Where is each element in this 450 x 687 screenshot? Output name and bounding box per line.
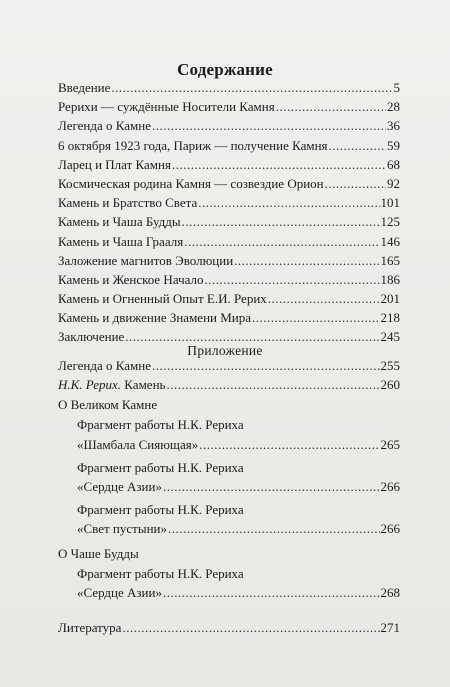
toc-entry [58,174,400,193]
entry-page: 68 [387,156,400,172]
toc-entry [58,289,400,308]
entry-title: «Свет пустыни» [77,521,167,537]
toc-entry [58,519,400,538]
dot-leader [166,375,379,394]
toc-entry [58,232,400,251]
entry-page: 36 [387,118,400,134]
dot-leader [199,435,379,454]
entry-page: 5 [393,80,400,95]
dot-leader [234,251,379,270]
entry-page: 268 [380,584,400,600]
dot-leader [329,136,386,155]
dot-leader [184,232,379,251]
fragment-line [58,415,400,434]
dot-leader [325,174,386,193]
dot-leader [268,289,380,308]
entry-page: 265 [380,436,400,452]
entry-title: Легенда о Камне [58,118,151,134]
toc-entry [58,97,400,116]
toc-entry [58,618,400,637]
entry-title: Заложение магнитов Эволюции [58,252,234,268]
entry-page: 266 [380,521,400,537]
entry-title: Введение [58,80,111,95]
entry-title: Заключение [58,329,125,345]
entry-page: 146 [380,233,400,249]
toc-entry [58,212,400,231]
entry-title: «Сердце Азии» [77,478,162,494]
entry-page: 260 [380,377,400,393]
entry-page: 245 [380,329,400,345]
fragment-line [58,564,400,583]
entry-page: 255 [380,358,400,373]
fragment-source: Фрагмент работы Н.К. Рериха [77,502,244,518]
toc-entry [58,375,400,394]
entry-page: 101 [380,195,400,211]
entry-title: Ларец и Плат Камня [58,156,171,172]
entry-title: Камень и Братство Света [58,195,198,211]
author-name: Н.К. Рерих. [58,377,122,393]
entry-page: 92 [387,175,400,191]
dot-leader [122,618,379,637]
dot-leader [204,270,379,289]
toc-entry [58,308,400,327]
toc-entry [58,583,400,602]
dot-leader [111,78,392,97]
entry-title: Камень и Огненный Опыт Е.И. Рерих [58,291,267,307]
entry-page: 125 [380,214,400,230]
toc-entry [58,193,400,212]
dot-leader [168,519,380,538]
entry-page: 218 [380,310,400,326]
fragment-line [58,458,400,477]
section-title: О Великом Камне [58,397,158,413]
appendix-heading: Приложение [187,343,263,358]
entry-title: Космическая родина Камня — созвездие Орион [58,175,324,191]
toc-entry [58,435,400,454]
entry-page: 59 [387,137,400,153]
entry-title: Камень и Женское Начало [58,271,204,287]
dot-leader [163,477,380,496]
section-title: О Чаше Будды [58,545,139,561]
entry-page: 186 [380,271,400,287]
entry-page: 201 [380,291,400,307]
section-heading [58,394,400,415]
entry-title: 6 октября 1923 года, Париж — получение Камня [58,137,328,153]
dot-leader [152,116,386,135]
work-title: Камень [121,377,166,393]
entry-title: Легенда о Камне [58,358,151,373]
toc-entry [58,136,400,155]
entry-page: 266 [380,478,400,494]
dot-leader [252,308,379,327]
entry-title: Камень и движение Знамени Мира [58,310,252,326]
fragment-line [58,500,400,519]
toc-entry [58,270,400,289]
dot-leader [198,193,379,212]
fragment-source: Фрагмент работы Н.К. Рериха [77,459,244,475]
toc-entry [58,155,400,174]
entry-title: Камень и Чаша Грааля [58,233,184,249]
fragment-source: Фрагмент работы Н.К. Рериха [77,565,244,581]
entry-page: 165 [380,252,400,268]
toc-entry [58,78,400,97]
dot-leader [182,212,380,231]
toc-entry [58,477,400,496]
entry-page: 271 [380,619,400,635]
dot-leader [172,155,386,174]
section-heading [58,543,400,564]
dot-leader [152,356,380,375]
toc-entry [58,356,400,375]
entry-title: «Шамбала Сияющая» [77,436,199,452]
entry-title: Камень и Чаша Будды [58,214,181,230]
entry-title: Рерихи — суждённые Носители Камня [58,99,275,115]
entry-title: «Сердце Азии» [77,584,162,600]
entry-page: 28 [387,99,400,115]
toc-main-list [58,78,400,347]
toc-entry [58,251,400,270]
toc-heading: Содержание [177,60,273,79]
appendix-list [58,356,400,637]
dot-leader [163,583,380,602]
fragment-source: Фрагмент работы Н.К. Рериха [77,417,244,433]
toc-entry [58,116,400,135]
entry-title [58,375,165,394]
dot-leader [276,97,386,116]
entry-title: Литература [58,619,122,635]
